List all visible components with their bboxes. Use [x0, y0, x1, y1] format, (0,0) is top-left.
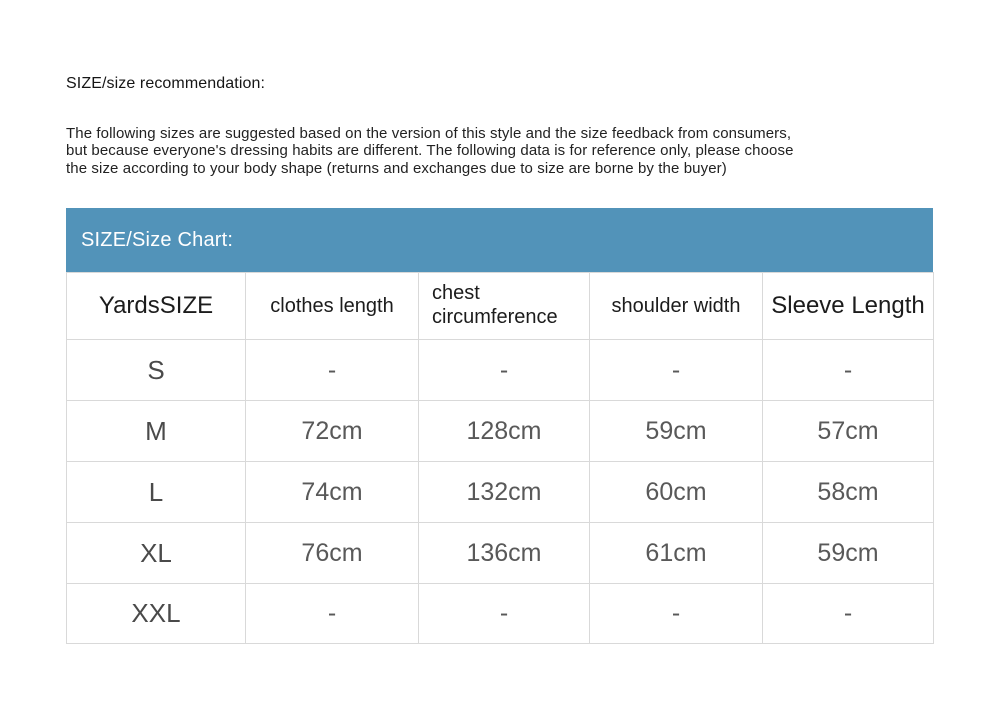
- column-header-chest-circumference: chest circumference: [419, 273, 590, 340]
- size-label: L: [67, 462, 246, 523]
- chest-circumference-value: -: [419, 340, 590, 401]
- table-row-xl: [67, 523, 934, 584]
- sleeve-length-value: -: [763, 584, 934, 644]
- column-header-sleeve-length: Sleeve Length: [763, 273, 934, 340]
- chest-circumference-value: 128cm: [419, 401, 590, 462]
- size-table: [66, 272, 934, 644]
- intro-line: but because everyone's dressing habits are different. The following data is for reference only, please choose: [66, 142, 794, 160]
- clothes-length-value: -: [246, 340, 419, 401]
- shoulder-width-value: -: [590, 584, 763, 644]
- shoulder-width-value: 61cm: [590, 523, 763, 584]
- table-row-m: [67, 401, 934, 462]
- column-header-size: YardsSIZE: [67, 273, 246, 340]
- shoulder-width-value: 60cm: [590, 462, 763, 523]
- shoulder-width-value: 59cm: [590, 401, 763, 462]
- size-chart-header-bar: [66, 208, 933, 272]
- clothes-length-value: 76cm: [246, 523, 419, 584]
- clothes-length-value: 72cm: [246, 401, 419, 462]
- size-label: M: [67, 401, 246, 462]
- chest-circumference-value: 136cm: [419, 523, 590, 584]
- chest-circumference-value: -: [419, 584, 590, 644]
- clothes-length-value: 74cm: [246, 462, 419, 523]
- size-label: XXL: [67, 584, 246, 644]
- sleeve-length-value: -: [763, 340, 934, 401]
- shoulder-width-value: -: [590, 340, 763, 401]
- size-label: S: [67, 340, 246, 401]
- size-label: XL: [67, 523, 246, 584]
- size-table-header-row: [67, 273, 934, 340]
- intro-paragraph: [66, 125, 946, 177]
- clothes-length-value: -: [246, 584, 419, 644]
- page-title: SIZE/size recommendation:: [66, 75, 266, 92]
- size-chart-section: [66, 208, 933, 644]
- table-row-s: [67, 340, 934, 401]
- chest-circumference-value: 132cm: [419, 462, 590, 523]
- intro-line: the size according to your body shape (returns and exchanges due to size are borne by the buyer): [66, 159, 727, 177]
- table-row-xxl: [67, 584, 934, 644]
- sleeve-length-value: 58cm: [763, 462, 934, 523]
- sleeve-length-value: 57cm: [763, 401, 934, 462]
- intro-line: The following sizes are suggested based on the version of this style and the size feedback from consumers,: [66, 125, 792, 142]
- column-header-clothes-length: clothes length: [246, 273, 419, 340]
- size-chart-title: SIZE/Size Chart:: [81, 228, 234, 251]
- sleeve-length-value: 59cm: [763, 523, 934, 584]
- table-row-l: [67, 462, 934, 523]
- column-header-shoulder-width: shoulder width: [590, 273, 763, 340]
